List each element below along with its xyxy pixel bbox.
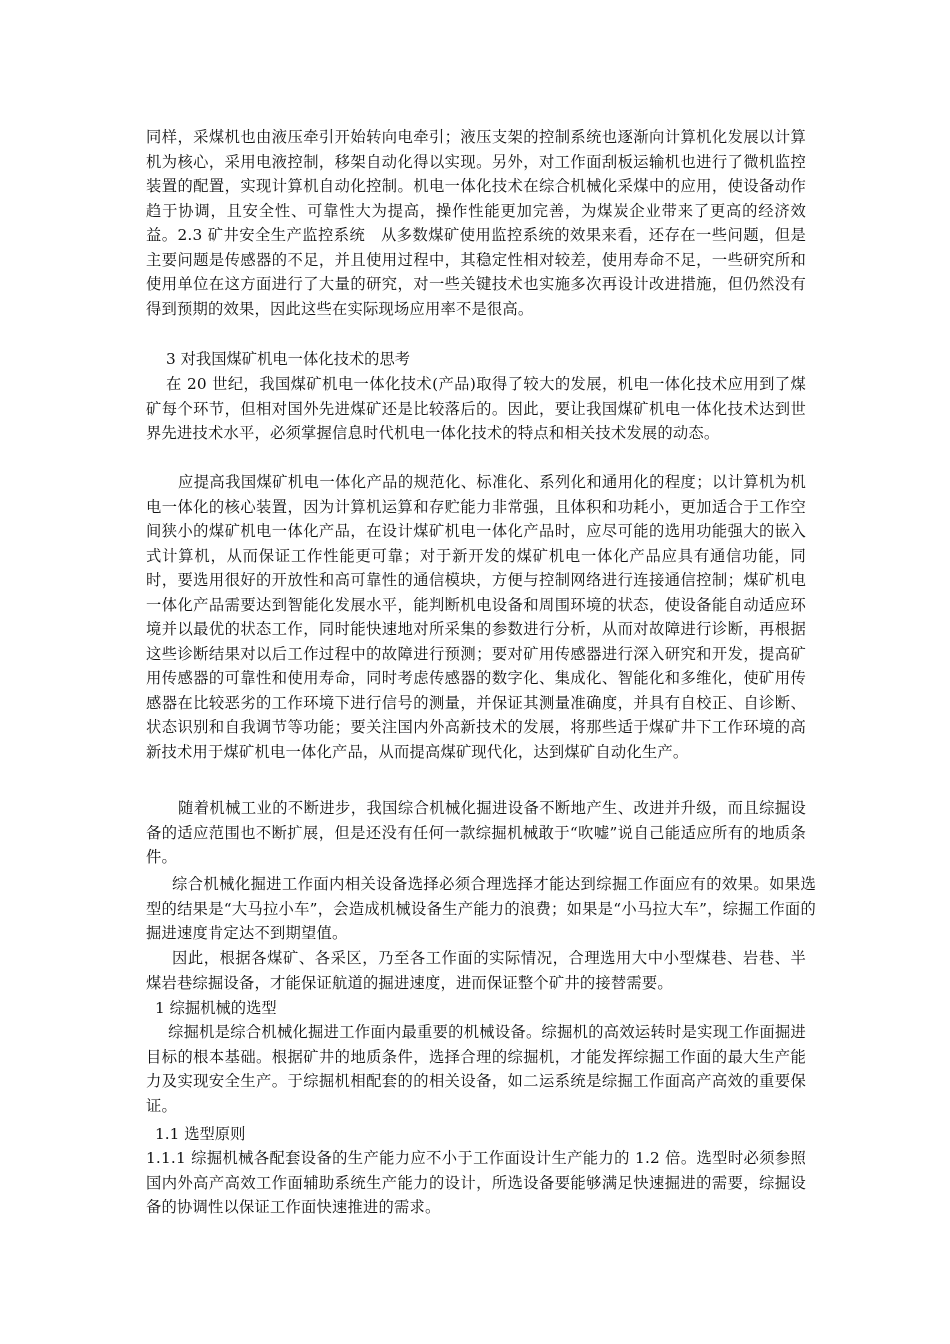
paragraph-production-capacity: 1.1.1 综掘机械各配套设备的生产能力应不小于工作面设计生产能力的 1.2 倍。选型时必须参照国内外高产高效工作面辅助系统生产能力的设计，所选设备要能够满足快速掘进的需要，综掘设备的协调性以保证工作面快速推进的需求。: [146, 1149, 806, 1216]
paragraph-mining-machine-electrification: 同样，采煤机也由液压牵引开始转向电牵引；液压支架的控制系统也逐渐向计算机化发展以计算机为核心，采用电液控制，移架自动化得以实现。另外，对工作面刮板运输机也进行了微机监控装置的配置，实现计算机自动化控制。机电一体化技术在综合机械化采煤中的应用，使设备动作趋于协调，且安全性、可靠性大为提高，操作性能更加完善，为煤炭企业带来了更高的经济效益。2.3 矿井安全生产监控系统 从多数煤矿使用监控系统的效果来看，还存在一些问题，但是主要问题是传感器的不足，并且使用过程中，其稳定性相对较差，使用寿命不足，一些研究所和使用单位在这方面进行了大量的研究，对一些关键技术也实施多次再设计改进措施，但仍然没有得到预期的效果，因此这些在实际现场应用率不是很高。: [146, 128, 806, 318]
paragraph-therefore-selection: 因此，根据各煤矿、各采区，乃至各工作面的实际情况，合理选用大中小型煤巷、岩巷、半煤岩巷综掘设备，才能保证航道的掘进速度，进而保证整个矿井的接替需要。: [146, 949, 806, 992]
paragraph-equipment-selection: 综合机械化掘进工作面内相关设备选择必须合理选择才能达到综掘工作面应有的效果。如果选型的结果是“大马拉小车”，会造成机械设备生产能力的浪费；如果是“小马拉大车”，综掘工作面的掘进速度肯定达不到期望值。: [146, 875, 816, 942]
paragraph-20th-century-development: 在 20 世纪，我国煤矿机电一体化技术(产品)取得了较大的发展，机电一体化技术应用到了煤矿每个环节，但相对国外先进煤矿还是比较落后的。因此，要让我国煤矿机电一体化技术达到世界先进技术水平，必须掌握信息时代机电一体化技术的特点和相关技术发展的动态。: [146, 375, 806, 442]
subsection-heading-1-1: 1.1 选型原则: [155, 1125, 246, 1143]
paragraph-roadheader-importance: 综掘机是综合机械化掘进工作面内最重要的机械设备。综掘机的高效运转时是实现工作面掘进目标的根本基础。根据矿井的地质条件，选择合理的综掘机，才能发挥综掘工作面的最大生产能力及实现安全生产。于综掘机相配套的的相关设备，如二运系统是综掘工作面高产高效的重要保证。: [146, 1023, 806, 1115]
section-heading-1: 1 综掘机械的选型: [155, 999, 277, 1017]
paragraph-improve-standardization: 应提高我国煤矿机电一体化产品的规范化、标准化、系列化和通用化的程度；以计算机为机电一体化的核心装置，因为计算机运算和存贮能力非常强，且体积和功耗小，更加适合于工作空间狭小的煤矿机电一体化产品，在设计煤矿机电一体化产品时，应尽可能的选用功能强大的嵌入式计算机，从而保证工作性能更可靠；对于新开发的煤矿机电一体化产品应具有通信功能，同时，要选用很好的开放性和高可靠性的通信模块，方便与控制网络进行连接通信控制；煤矿机电一体化产品需要达到智能化发展水平，能判断机电设备和周围环境的状态，使设备能自动适应环境并以最优的状态工作，同时能快速地对所采集的参数进行分析，从而对故障进行诊断，再根据这些诊断结果对以后工作过程中的故障进行预测；要对矿用传感器进行深入研究和开发，提高矿用传感器的可靠性和使用寿命，同时考虑传感器的数字化、集成化、智能化和多维化，使矿用传感器在比较恶劣的工作环境下进行信号的测量，并保证其测量准确度，并具有自校正、自诊断、状态识别和自我调节等功能；要关注国内外高新技术的发展，将那些适于煤矿井下工作环境的高新技术用于煤矿机电一体化产品，从而提高煤矿现代化，达到煤矿自动化生产。: [146, 473, 806, 761]
paragraph-machinery-progress: 随着机械工业的不断进步，我国综合机械化掘进设备不断地产生、改进并升级，而且综掘设备的适应范围也不断扩展，但是还没有任何一款综掘机械敢于“吹嘘”说自己能适应所有的地质条件。: [146, 799, 806, 866]
section-heading-3: 3 对我国煤矿机电一体化技术的思考: [166, 350, 411, 368]
